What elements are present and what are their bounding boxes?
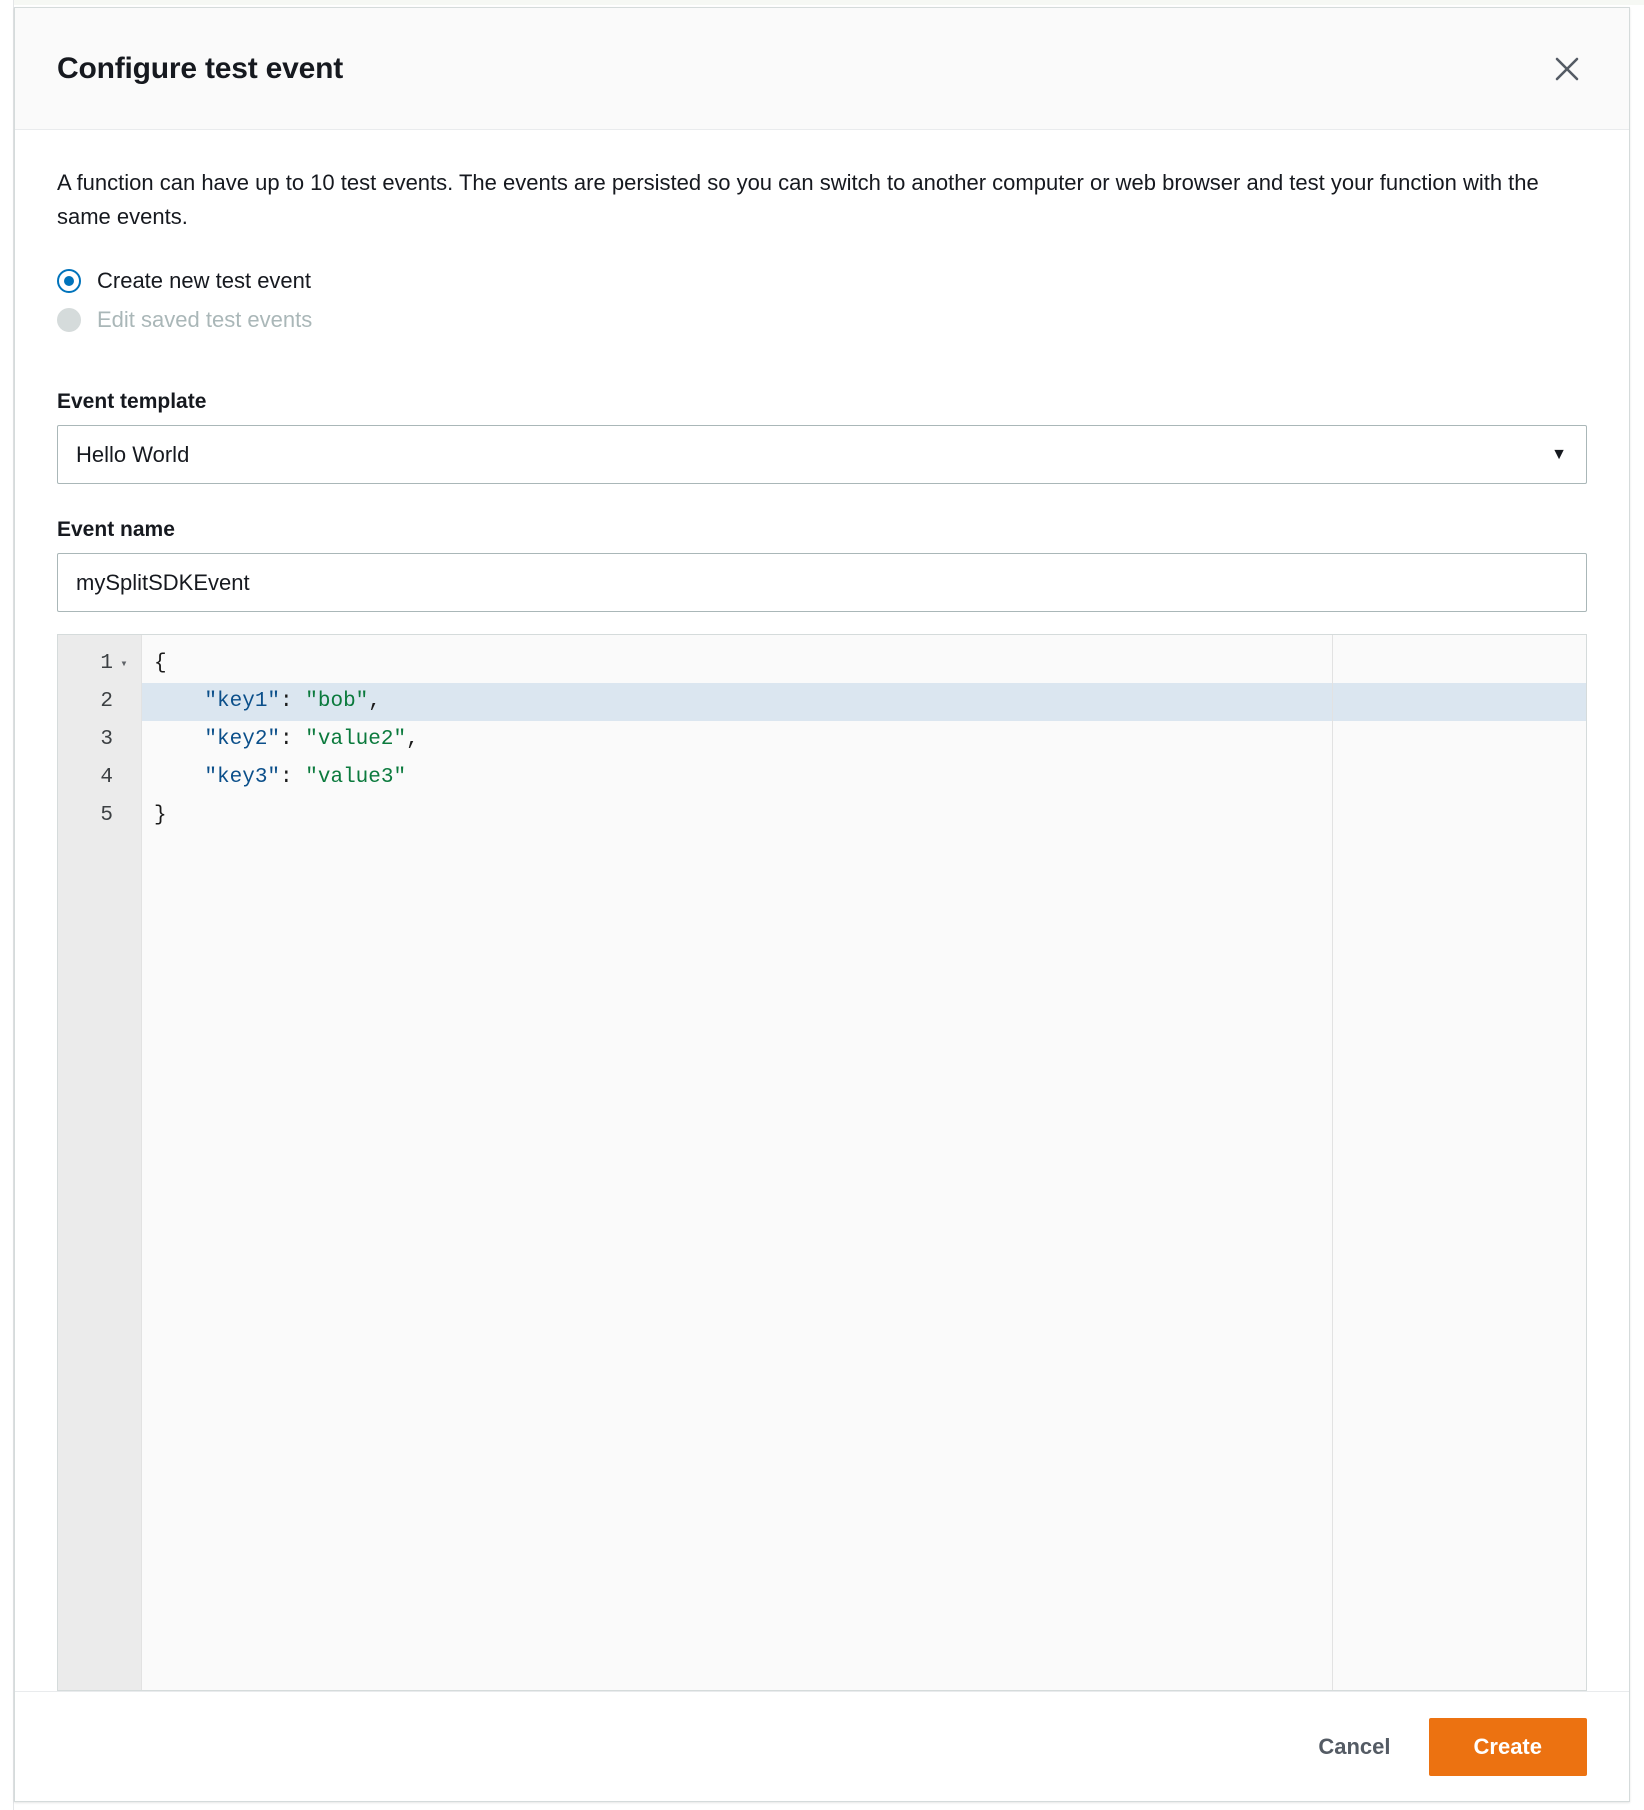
close-icon[interactable] [1545,47,1589,91]
code-token: "bob" [305,690,369,714]
dialog-footer [15,1691,1629,1801]
event-name-label: Event name [57,518,175,542]
radio-create-new-test-event-label: Create new test event [97,268,312,294]
radio-edit-saved-test-events [57,307,1587,333]
line-number: 2 [100,690,113,714]
code-token: } [154,804,167,828]
chevron-down-icon: ▼ [1551,445,1567,463]
create-button[interactable]: Create [1429,1718,1587,1776]
radio-selected-icon [57,269,81,293]
gutter-line [58,645,141,683]
json-code-editor[interactable] [57,634,1587,1691]
event-template-select[interactable] [57,425,1587,484]
event-template-select-wrap [57,425,1587,484]
line-number: 1 [100,652,113,676]
code-line-3 [142,721,1586,759]
page-left-edge [0,0,14,1810]
code-token: : [280,766,306,790]
code-token: "key2" [204,728,281,752]
configure-test-event-dialog [14,7,1630,1802]
dialog-header [15,8,1629,130]
event-name-input[interactable] [57,553,1587,612]
gutter-line [58,683,141,721]
code-token: "value3" [305,766,407,790]
dialog-description: A function can have up to 10 test events. The events are persisted so you can switch to another computer or web browser and test your function with the same events. [57,170,1539,230]
dialog-body [15,130,1629,1691]
gutter-line [58,797,141,835]
code-token: "key3" [204,766,281,790]
line-number: 3 [100,728,113,752]
code-line-1 [142,645,1586,683]
code-token: { [154,652,167,676]
code-token: , [406,728,419,752]
code-line-5 [142,797,1586,835]
radio-edit-saved-test-events-label: Edit saved test events [97,307,313,333]
radio-disabled-icon [57,308,81,332]
page-top-strip [0,0,1644,5]
radio-create-new-test-event[interactable] [57,268,1587,294]
event-template-selected-value: Hello World [76,441,190,467]
code-fold-icon[interactable]: ▾ [120,657,128,672]
page-title: Configure test event [57,51,344,85]
code-token: : [280,690,306,714]
event-template-label: Event template [57,390,207,414]
code-line-2 [142,683,1586,721]
code-token: "key1" [204,690,281,714]
cancel-button[interactable]: Cancel [1298,1720,1410,1774]
code-token: , [368,690,381,714]
print-margin-guide [1332,635,1333,1690]
line-number: 5 [100,804,113,828]
editor-gutter [58,635,142,1690]
editor-code-area[interactable] [142,635,1586,1690]
code-line-4 [142,759,1586,797]
code-token: : [280,728,306,752]
gutter-line [58,759,141,797]
line-number: 4 [100,766,113,790]
code-token: "value2" [305,728,407,752]
gutter-line [58,721,141,759]
test-event-mode-radio-group [57,268,1587,346]
